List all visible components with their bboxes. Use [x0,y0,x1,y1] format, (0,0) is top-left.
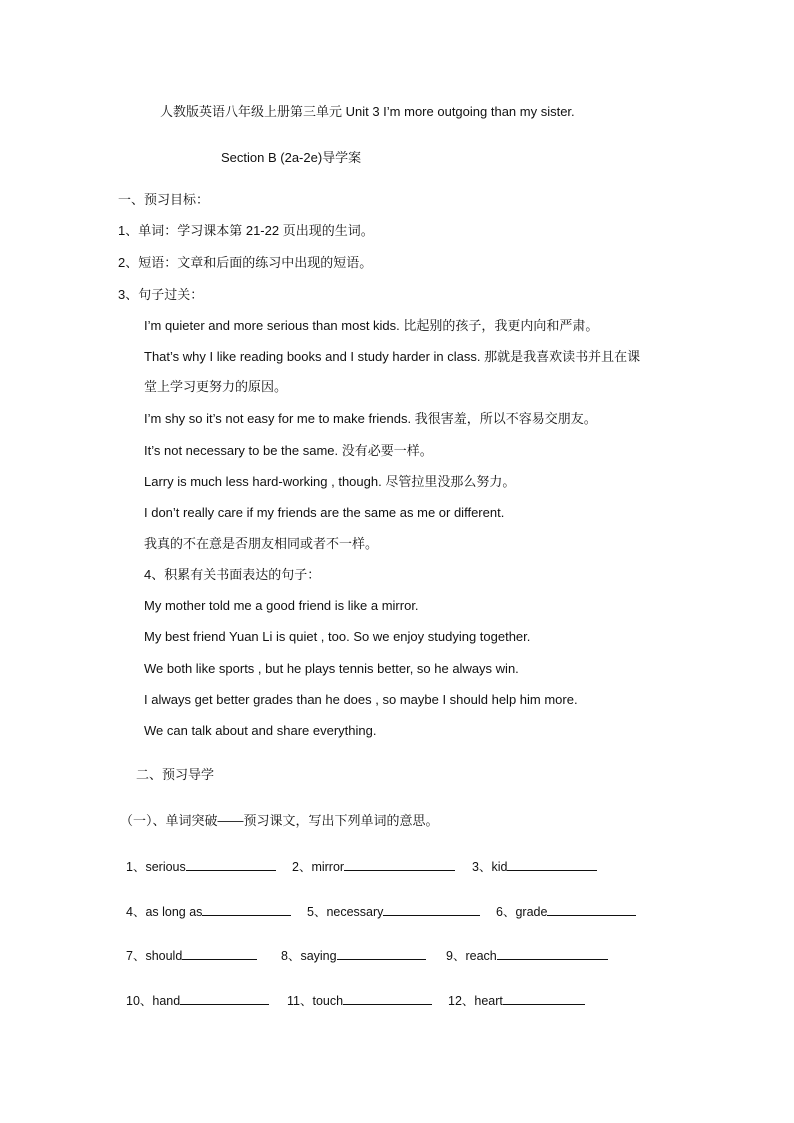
answer-blank[interactable] [497,946,608,960]
vocab-row [126,991,686,1009]
answer-blank[interactable] [337,946,426,960]
answer-blank[interactable] [343,991,432,1005]
document-title: 人教版英语八年级上册第三单元 Unit 3 I’m more outgoing than my sister. [160,104,575,119]
goal-item-phrases: 2、短语：文章和后面的练习中出现的短语。 [118,255,373,270]
section-heading-guide: 二、预习导学 [136,767,215,782]
vocab-word: 7、should [126,949,183,963]
vocab-word: 10、hand [126,994,181,1008]
vocab-item [287,991,432,1009]
goal-item-sentences: 3、句子过关： [118,287,204,302]
vocab-item [496,902,636,920]
writing-sentence-line: My best friend Yuan Li is quiet , too. So we enjoy studying together. [144,629,531,644]
sentence-line: That’s why I like reading books and I study harder in class. 那就是我喜欢读书并且在课 [144,349,641,364]
vocab-word: 3、kid [472,860,508,874]
vocab-item [126,857,276,875]
sentence-line: I don’t really care if my friends are the same as me or different. [144,505,505,520]
goal-item-words: 1、单词：学习课本第 21-22 页出现的生词。 [118,223,374,238]
vocab-item [307,902,480,920]
answer-blank[interactable] [180,991,269,1005]
vocab-word: 11、touch [287,994,344,1008]
vocab-item [281,946,426,964]
vocab-row [126,857,686,875]
answer-blank[interactable] [503,991,585,1005]
vocab-item [448,991,585,1009]
vocab-word: 4、as long as [126,905,203,919]
answer-blank[interactable] [547,902,636,916]
answer-blank[interactable] [344,857,455,871]
vocab-word: 8、saying [281,949,337,963]
vocab-word: 9、reach [446,949,497,963]
vocab-item [126,991,269,1009]
sentence-line: I’m shy so it’s not easy for me to make friends. 我很害羞，所以不容易交朋友。 [144,411,597,426]
vocab-item [472,857,597,875]
vocab-word: 1、serious [126,860,186,874]
sentence-line: Larry is much less hard-working , though. 尽管拉里没那么努力。 [144,474,516,489]
sentence-line: 堂上学习更努力的原因。 [144,379,288,394]
vocab-row [126,946,686,964]
document-subtitle: Section B (2a-2e)导学案 [221,150,362,165]
vocab-word: 6、grade [496,905,548,919]
answer-blank[interactable] [182,946,257,960]
vocab-item [126,902,291,920]
sentence-line: I’m quieter and more serious than most kids. 比起别的孩子，我更内向和严肃。 [144,318,599,333]
vocab-row [126,902,686,920]
writing-sentence-line: My mother told me a good friend is like a mirror. [144,598,419,613]
writing-sentence-line: We both like sports , but he plays tennis better, so he always win. [144,661,519,676]
vocab-instruction: （一）、单词突破——预习课文，写出下列单词的意思。 [120,813,439,828]
answer-blank[interactable] [202,902,291,916]
vocab-item [292,857,455,875]
answer-blank[interactable] [507,857,597,871]
goal-item-writing: 4、积累有关书面表达的句子： [144,567,321,582]
writing-sentence-line: I always get better grades than he does , so maybe I should help him more. [144,692,578,707]
answer-blank[interactable] [186,857,276,871]
sentence-line: It’s not necessary to be the same. 没有必要一样。 [144,443,433,458]
vocab-word: 2、mirror [292,860,345,874]
vocab-word: 12、heart [448,994,503,1008]
vocab-word: 5、necessary [307,905,384,919]
vocab-item [446,946,608,964]
vocab-item [126,946,257,964]
section-heading-goals: 一、预习目标： [118,192,210,207]
sentence-line: 我真的不在意是否朋友相同或者不一样。 [144,536,379,551]
writing-sentence-line: We can talk about and share everything. [144,723,377,738]
answer-blank[interactable] [383,902,480,916]
